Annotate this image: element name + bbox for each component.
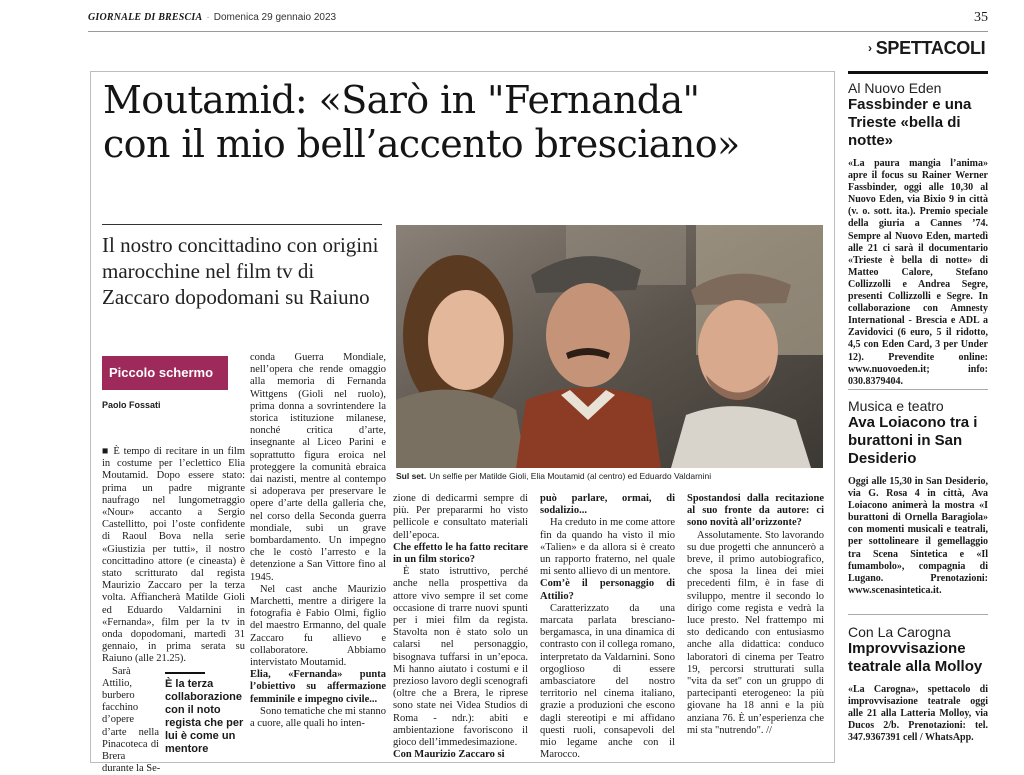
rubric-badge: Piccolo schermo	[102, 356, 228, 390]
sidebar-kicker: Al Nuovo Eden	[848, 80, 942, 96]
headline-line-2: con il mio bell’accento bresciano»	[103, 122, 740, 166]
interview-question: Com’è il personaggio di Attilio?	[540, 578, 675, 602]
sidebar-body: Oggi alle 15,30 in San Desiderio, via G. Rosa 4 in città, Ava Loiacono animerà la mostra «I burattoni di Ornella Baragiola» con momenti musicali e teatrali, per sottolinearе il gemellaggio tra Scena Sintetica e «Il fumambolo», compagnia di Lugano. Prenotazioni: www.scenasintetica.it.	[848, 476, 988, 596]
article-column-1	[102, 446, 245, 775]
selfie-photo-illustration	[396, 225, 823, 468]
article-subhead: Il nostro concittadino con origini marocchine nel film tv di Zaccaro dopodomani su Raiuno	[102, 233, 379, 309]
newspaper-name: GIORNALE DI BRESCIA	[88, 12, 203, 23]
page-header	[88, 12, 988, 30]
article-photo	[396, 225, 823, 468]
article-headline	[103, 78, 823, 166]
article-column-3	[393, 493, 528, 761]
section-label	[868, 38, 985, 59]
caption-text: Un selfie per Matilde Gioli, Elia Moutamid (al centro) ed Eduardo Valdarnini	[429, 471, 712, 481]
header-divider	[88, 31, 988, 32]
sidebar-kicker: Musica e teatro	[848, 398, 944, 414]
subhead-rule	[102, 224, 382, 225]
header-separator: ·	[206, 12, 210, 23]
paragraph: conda Guerra Mondiale, nell’opera che rende omaggio alla memoria di Fernanda Wittgens (Gioli nel ruolo), prima donna a sovrintendere la storica istituzione milanese, nonché critica d’arte, insegnante al Liceo Parini e soprattutto figura eroica nel proteggere la comunità ebraica dai nazisti, mentre al contempo si adoperava per preservare le opere d’arte della galleria che, nel corso della Seconda guerra mondiale, subì un grave bombardamento. Un impegno che le costò l’arresto e la detenzione a San Vittore fino al 1945.	[250, 352, 386, 583]
pull-quote-text: È la terza collaborazione con il noto regista che per lui è come un mentore	[165, 677, 244, 755]
section-divider	[848, 71, 988, 74]
sidebar-title: Ava Loiacono tra i burattoni in San Desiderio	[848, 414, 978, 467]
article-column-4	[540, 493, 675, 761]
caption-lead: Sul set.	[396, 471, 427, 481]
pull-quote	[165, 672, 245, 756]
paragraph: È stato istruttivo, perché anche nella prospettiva da attore vivo sempre il set come occasione di trarre nuovi spunti per i miei film da regista. Stavolta non è stato solo un calarsi nel personaggio, bisognava tuffarsi in un’epoca. Mi hanno aiutato i costumi e il prezioso lavoro degli scenografi (oltre che a Brera, le riprese sono state nei Videa Studios di Roma - ndr.): abiti e ambientazione favoriscono il gioco dell’immedesimazione.	[393, 566, 528, 749]
byline: Paolo Fossati	[102, 400, 161, 410]
interview-question: Che effetto le ha fatto recitare in un film storico?	[393, 541, 528, 566]
interview-question: Elia, «Fernanda» punta l’obiettivo su affermazione femminile e impegno civile...	[250, 669, 386, 705]
sidebar-story-molloy	[848, 624, 988, 744]
paragraph: Ha creduto in me come attore fin da quando ha visto il mio «Talien» e da allora si è creato un rapporto fraterno, nel quale mi sento allievo di un mentore.	[540, 517, 675, 578]
sidebar-story-nuovo-eden	[848, 80, 988, 388]
pull-quote-rule	[165, 672, 205, 674]
paragraph: zione di dedicarmi sempre di più. Per prepararmi ho visto pellicole e consultato materiali dell’epoca.	[393, 493, 528, 541]
page-number: 35	[974, 10, 988, 25]
photo-caption	[396, 471, 823, 481]
interview-question: Spostandosi dalla recitazione al suo fronte da autore: ci sono novità all’orizzonte?	[687, 493, 824, 529]
interview-question: può parlare, ormai, di sodalizio...	[540, 493, 675, 517]
sidebar-divider	[848, 389, 988, 390]
sidebar-title: Improvvisazione teatrale alla Molloy	[848, 640, 983, 675]
paragraph: Sono tematiche che mi stanno a cuore, alle quali ho inten-	[250, 705, 386, 730]
article-column-5	[687, 493, 824, 737]
sidebar-story-san-desiderio	[848, 398, 988, 597]
paragraph: Caratterizzato da una marcata parlata bresciano-bergamasca, in una dinamica di contrasto con il collega romano, interpretato da Valdarnini. Sono orgoglioso di essere ambasciatore del nostro territorio nel cinema italiano, grazie a produzioni che escono dagli stereotipi e mi affidano questi ruoli, consapevoli del mio legame anche con il Marocco.	[540, 602, 675, 761]
sidebar-title: Fassbinder e una Trieste «bella di notte»	[848, 96, 972, 149]
sidebar-divider	[848, 614, 988, 615]
paragraph: Sarà Attilio, burbero facchino d’opere d’arte nella Pinacoteca di Brera durante la Se-	[102, 665, 161, 775]
section-label-text: SPETTACOLI	[875, 38, 986, 58]
article-column-2	[250, 352, 386, 730]
paragraph: Assolutamente. Sto lavorando su due progetti che annuncerò a breve, il primo autobiografico, che sposa la linea dei miei precedenti film, è in fase di sviluppo, mentre il secondo lo dirigo come regista e vedrà la luce presto. Nel frattempo mi sto dedicando con entusiasmo anche alla didattica: conduco laboratori di cinema per Teatro 19, percorsi strutturati sulla "vita da set" con un gruppo di partecipanti eterogeneo: la più giovane ha 18 anni e la più anziana 76. È un’esperienza che mi sta "nutrendo". //	[687, 529, 824, 736]
interview-question: Con Maurizio Zaccaro si	[393, 749, 505, 761]
sidebar-kicker: Con La Carogna	[848, 624, 951, 640]
paragraph: Nel cast anche Maurizio Marchetti, mentre a dirigere la fotografia è Fabio Olmi, figlio del maestro Ermanno, del quale Zaccaro fu allievo e collaboratore. Abbiamo intervistato Moutamid.	[250, 583, 386, 669]
sidebar-body: «La Carogna», spettacolo di improvvisazione teatrale oggi alle 21 alla Latteria Molloy, via Ducos 2/b. Prenotazioni: tel. 347.9367391 cell / WhatsApp.	[848, 684, 988, 744]
sidebar-body: «La paura mangia l’anima» apre il focus su Rainer Werner Fassbinder, oggi alle 10,30 al Nuovo Eden, via Bixio 9 in città (v. o. sott. ita.). Premio speciale della giuria a Cannes ’74. Sempre al Nuovo Eden, martedì alle 21 ci sarà il documentario «Trieste è bella di notte» di Matteo Calore, Stefano Collizzolli e Andrea Segre, presenti Collizzolli e Segre. In collaborazione con Amnesty International - Brescia e ADL a Zavidovici (6 euro, 5 il ridotto, 4,5 con Eden Card, 3 per Under 12). Prevendite online: www.nuovoeden.it; info: 030.8379404.	[848, 158, 988, 387]
chevron-right-icon: ›	[868, 41, 872, 55]
issue-date: Domenica 29 gennaio 2023	[213, 12, 337, 23]
headline-line-1: Moutamid: «Sarò in "Fernanda"	[103, 78, 700, 122]
paragraph: ■ È tempo di recitare in un film in costume per l’eclettico Elia Moutamid. Dopo essere stato: prima un padre migrante naufrago nel lungometraggio «Nour» accanto a Sergio Castellitto, poi l’oste confidente di Raoul Bova nella serie «Giustizia per tutti», il nostro concittadino attore (e cineasta) è stato scritturato dal regista Maurizio Zaccaro per la terza volta. Affiancherà Matilde Gioli ed Eduardo Valdarnini in «Fernanda», film per la tv in onda dopodomani, martedì 31 gennaio, in prima serata su Raiuno (alle 21.25).	[102, 446, 245, 665]
